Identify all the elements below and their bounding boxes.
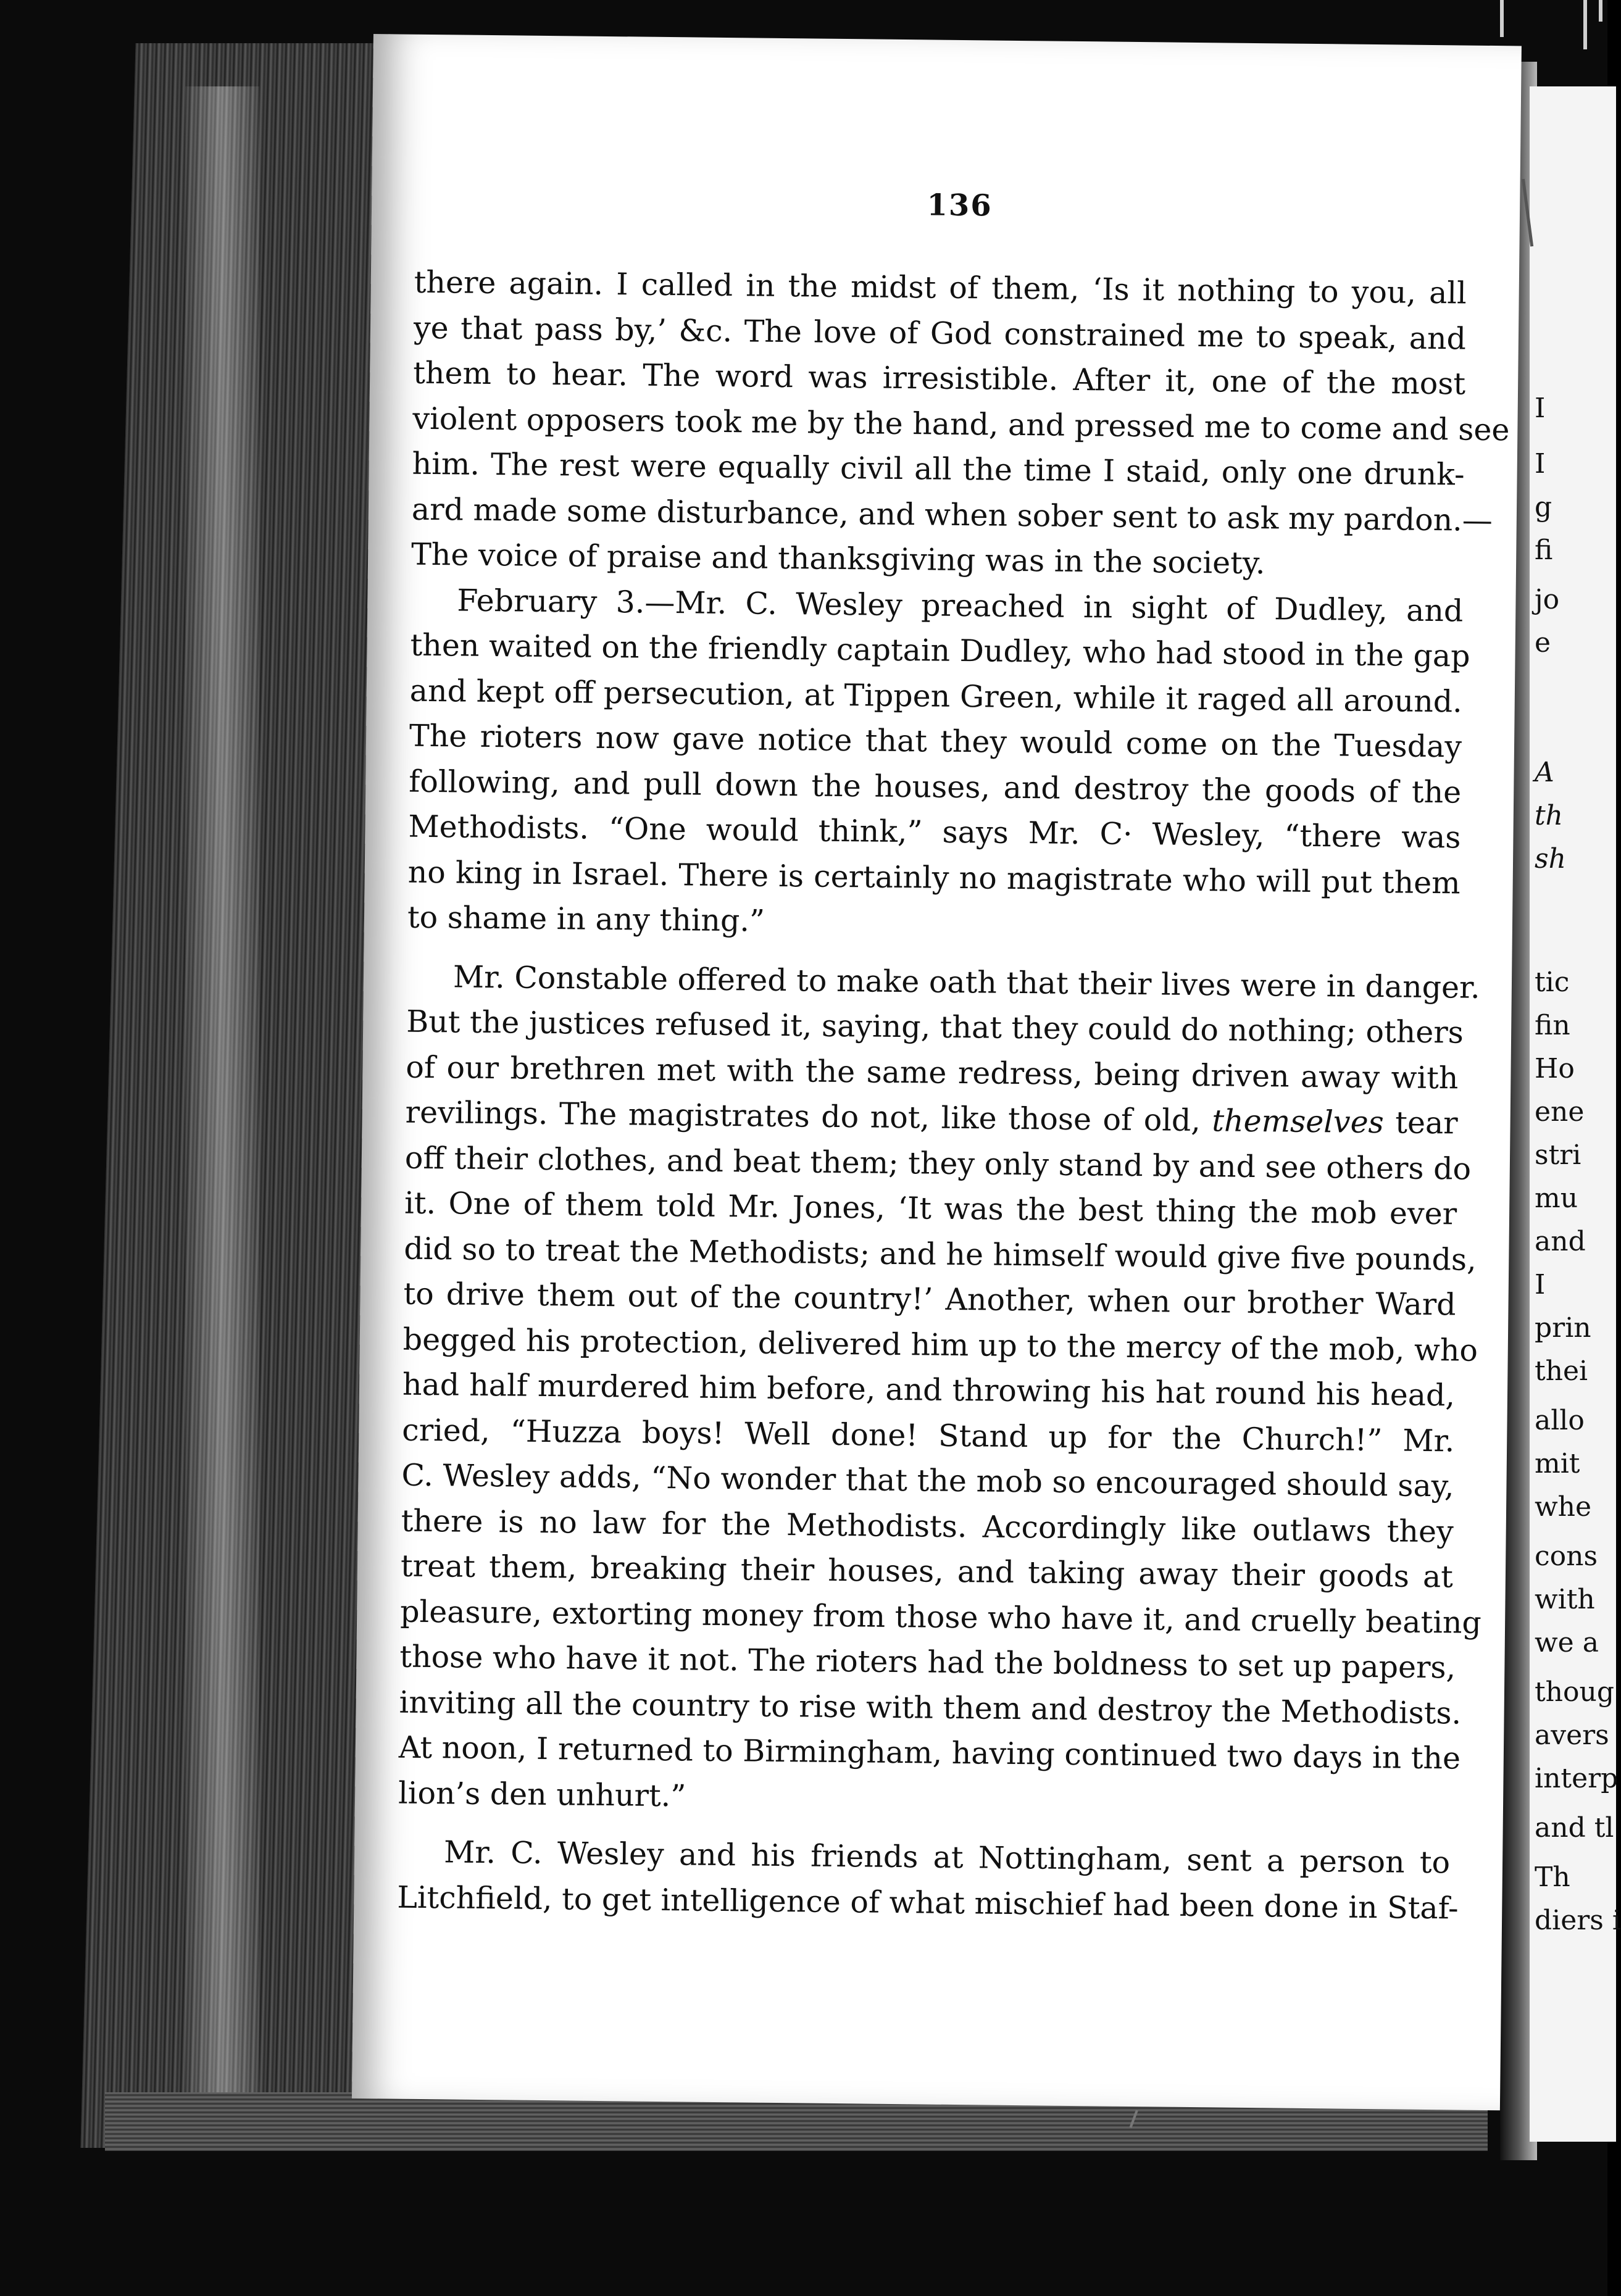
- text-line: then waited on the friendly captain Dudley, who had stood in the gap: [410, 627, 1470, 674]
- page-number: 136: [927, 188, 993, 223]
- text-line: following, and pull down the houses, and destroy the goods of the: [409, 763, 1462, 810]
- text-line: Mr. Constable offered to make oath that their lives were in danger.: [452, 959, 1480, 1005]
- facing-page-text: ene: [1535, 1096, 1585, 1128]
- facing-page-text: A: [1535, 757, 1554, 788]
- text-line: there is no law for the Methodists. Accordingly like outlaws they: [401, 1503, 1454, 1549]
- facing-page-text: fi: [1535, 534, 1553, 566]
- facing-page-text: mu: [1535, 1183, 1578, 1214]
- text-line: ard made some disturbance, and when sober sent to ask my pardon.—: [411, 491, 1493, 538]
- emphasis: themselves: [1212, 1103, 1385, 1141]
- text-line: violent opposers took me by the hand, and pressed me to come and see: [412, 401, 1510, 447]
- text-line: revilings. The magistrates do not, like those of old, themselves tear: [405, 1094, 1458, 1141]
- facing-page-text: jo: [1535, 584, 1560, 615]
- facing-page-text: allo: [1535, 1405, 1585, 1436]
- text-line: begged his protection, delivered him up to the mercy of the mob, who: [402, 1321, 1478, 1368]
- facing-page-text: we a: [1535, 1627, 1599, 1658]
- text-line: them to hear. The word was irresistible. After it, one of the most: [412, 355, 1466, 402]
- facing-page-text: cons: [1535, 1541, 1598, 1572]
- text-line: Mr. C. Wesley and his friends at Nottingham, sent a person to: [443, 1834, 1451, 1881]
- facing-page-text: whe: [1535, 1491, 1592, 1523]
- facing-page-text: g: [1535, 491, 1552, 523]
- facing-page-text: th: [1535, 800, 1564, 831]
- text-line: it. One of them told Mr. Jones, ‘It was the best thing the mob ever: [404, 1185, 1457, 1232]
- text-line: The voice of praise and thanksgiving was in the society.: [410, 536, 1265, 581]
- facing-page-text: avers: [1535, 1720, 1609, 1751]
- text-line: But the justices refused it, saying, that they could do nothing; others: [406, 1004, 1464, 1050]
- scan-edge-mark: [1583, 0, 1587, 49]
- text-line: to shame in any thing.”: [407, 899, 765, 939]
- facing-page-text: Th: [1535, 1861, 1570, 1893]
- text-line: ye that pass by,’ &c. The love of God constrained me to speak, and: [413, 310, 1467, 357]
- text-line: to drive them out of the country!’ Another, when our brother Ward: [403, 1276, 1456, 1323]
- body-text: [397, 260, 1510, 1931]
- text-line: no king in Israel. There is certainly no magistrate who will put them: [407, 854, 1461, 901]
- facing-page-text: I: [1535, 393, 1546, 424]
- paragraph: [407, 577, 1470, 951]
- scan-edge-mark: [1500, 0, 1504, 37]
- facing-page-text: thoug: [1535, 1676, 1615, 1708]
- text-line: The rioters now gave notice that they would come on the Tuesday: [409, 718, 1462, 765]
- facing-page-text: mit: [1535, 1448, 1580, 1479]
- text-line: did so to treat the Methodists; and he himself would give five pounds,: [404, 1231, 1477, 1278]
- facing-page-text: interp: [1535, 1763, 1619, 1794]
- facing-page-text: prin: [1535, 1312, 1591, 1344]
- facing-page-text: thei: [1535, 1355, 1588, 1387]
- text-line: lion’s den unhurt.”: [398, 1775, 686, 1813]
- text-line: there again. I called in the midst of them, ‘Is it nothing to you, all: [414, 264, 1467, 311]
- text-line: of our brethren met with the same redress, being driven away with: [406, 1049, 1459, 1096]
- facing-page-text: fin: [1535, 1010, 1570, 1041]
- paragraph: [410, 260, 1510, 588]
- text-line: treat them, breaking their houses, and taking away their goods at: [400, 1548, 1454, 1595]
- fore-edge-highlight: [185, 86, 259, 2092]
- text-line: At noon, I returned to Birmingham, having continued two days in the: [398, 1729, 1461, 1776]
- facing-page-text: I: [1535, 1269, 1546, 1300]
- paragraph: [397, 1829, 1459, 1931]
- text-line: C. Wesley adds, “No wonder that the mob so encouraged should say,: [401, 1457, 1454, 1504]
- text-line: him. The rest were equally civil all the time I staid, only one drunk-: [412, 446, 1465, 493]
- facing-page-text: sh: [1535, 843, 1566, 875]
- text-line: Litchfield, to get intelligence of what mischief had been done in Staf-: [397, 1879, 1459, 1926]
- book-page: [352, 34, 1522, 2110]
- text-line: pleasure, extorting money from those who have it, and cruelly beating: [399, 1594, 1482, 1641]
- facing-page-fragment: [1530, 86, 1621, 2142]
- facing-page-text: tic: [1535, 967, 1570, 998]
- text-line: cried, “Huzza boys! Well done! Stand up for the Church!” Mr.: [402, 1412, 1455, 1458]
- facing-page-text: Ho: [1535, 1053, 1575, 1084]
- paragraph: [398, 954, 1482, 1826]
- facing-page-text: diers i: [1535, 1905, 1621, 1936]
- facing-page-text: I: [1535, 448, 1546, 480]
- facing-page-text: and tl: [1535, 1812, 1614, 1844]
- text-line: February 3.—Mr. C. Wesley preached in sight of Dudley, and: [457, 582, 1464, 629]
- facing-page-text: stri: [1535, 1139, 1581, 1171]
- facing-page-text: e: [1535, 627, 1551, 659]
- facing-page-text: and: [1535, 1226, 1586, 1257]
- text-line: those who have it not. The rioters had the boldness to set up papers,: [399, 1639, 1456, 1686]
- text-line: had half murdered him before, and throwing his hat round his head,: [402, 1366, 1456, 1413]
- page-content: [397, 183, 1510, 1926]
- scan-edge-mark: [1599, 0, 1602, 22]
- text-line: inviting all the country to rise with them and destroy the Methodists.: [399, 1684, 1462, 1731]
- text-line: Methodists. “One would think,” says Mr. C· Wesley, “there was: [408, 809, 1461, 855]
- text-line: and kept off persecution, at Tippen Green, while it raged all around.: [409, 673, 1463, 720]
- facing-page-text: with: [1535, 1584, 1595, 1615]
- text-line: off their clothes, and beat them; they only stand by and see others do: [404, 1140, 1472, 1187]
